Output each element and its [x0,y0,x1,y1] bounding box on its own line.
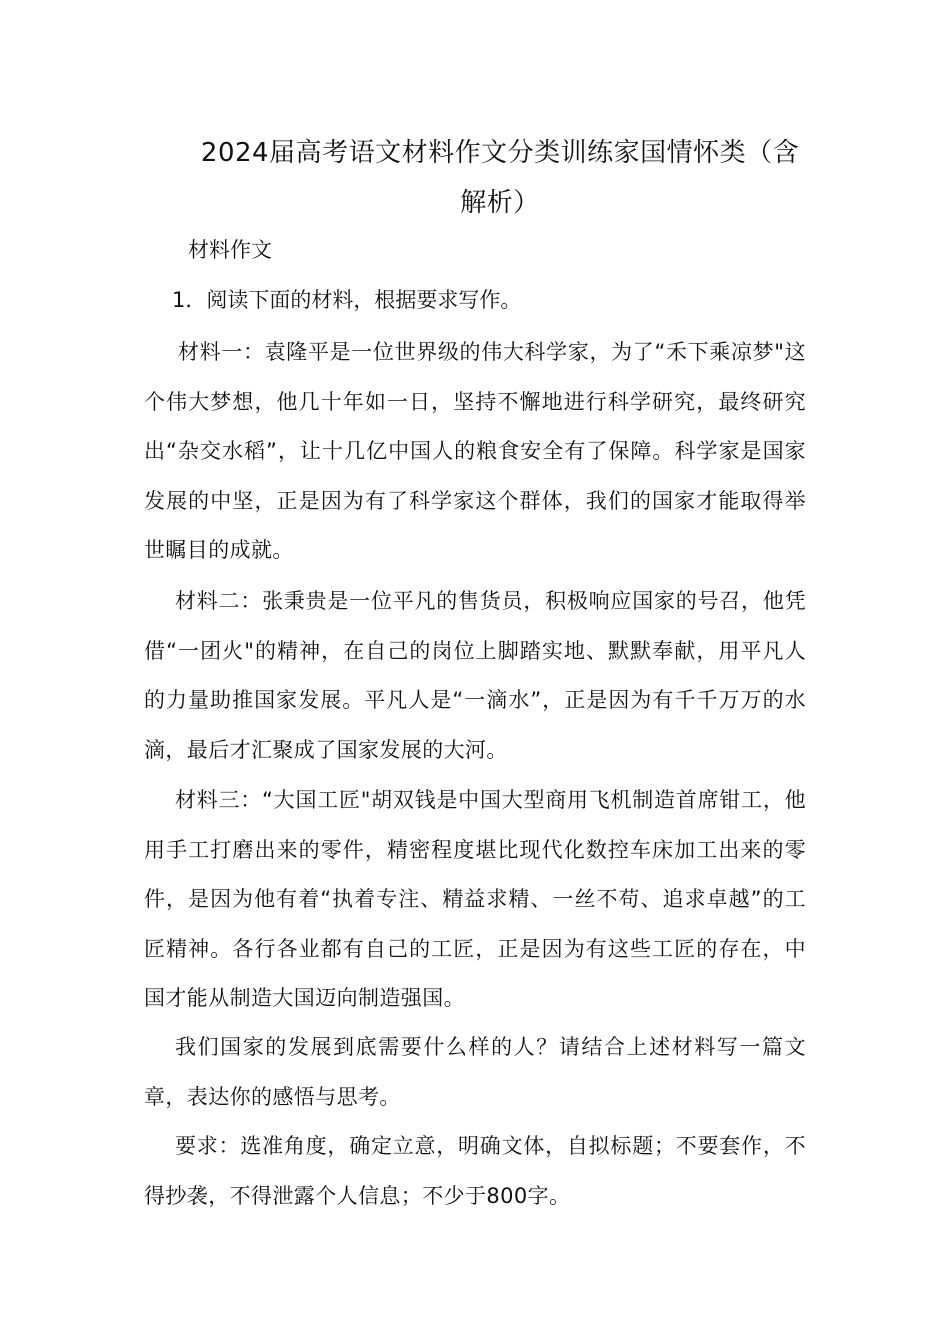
writing-prompt-paragraph: 我们国家的发展到底需要什么样的人？请结合上述材料写一篇文章，表达你的感悟与思考。 [144,1035,806,1109]
question-prompt: 1．阅读下面的材料，根据要求写作。 [172,288,522,312]
document-title: 2024届高考语文材料作文分类训练家国情怀类（含解析） [200,138,800,218]
material-two-paragraph: 材料二：张秉贵是一位平凡的售货员，积极响应国家的号召，他凭借“一团火"的精神，在自己的岗位上脚踏实地、默默奉献，用平凡人的力量助推国家发展。平凡人是“一滴水”，正是因为有千千万万的水滴，最后才汇聚成了国家发展的大河。 [144,589,806,762]
material-one-paragraph: 材料一：袁隆平是一位世界级的伟大科学家，为了“禾下乘凉梦"这个伟大梦想，他几十年如一日，坚持不懈地进行科学研究，最终研究出“杂交水稻”，让十几亿中国人的粮食安全有了保障。科学家是国家发展的中坚，正是因为有了科学家这个群体，我们的国家才能取得举世瞩目的成就。 [144,340,806,563]
requirements-paragraph: 要求：选准角度，确定立意，明确文体，自拟标题；不要套作，不得抄袭，不得泄露个人信息；不少于800字。 [144,1134,806,1208]
material-three-paragraph: 材料三：“大国工匠"胡双钱是中国大型商用飞机制造首席钳工，他用手工打磨出来的零件，精密程度堪比现代化数控车床加工出来的零件，是因为他有着“执着专注、精益求精、一丝不苟、追求卓越”的工匠精神。各行各业都有自己的工匠，正是因为有这些工匠的存在，中国才能从制造大国迈向制造强国。 [144,788,806,1011]
section-label: 材料作文 [188,238,272,262]
